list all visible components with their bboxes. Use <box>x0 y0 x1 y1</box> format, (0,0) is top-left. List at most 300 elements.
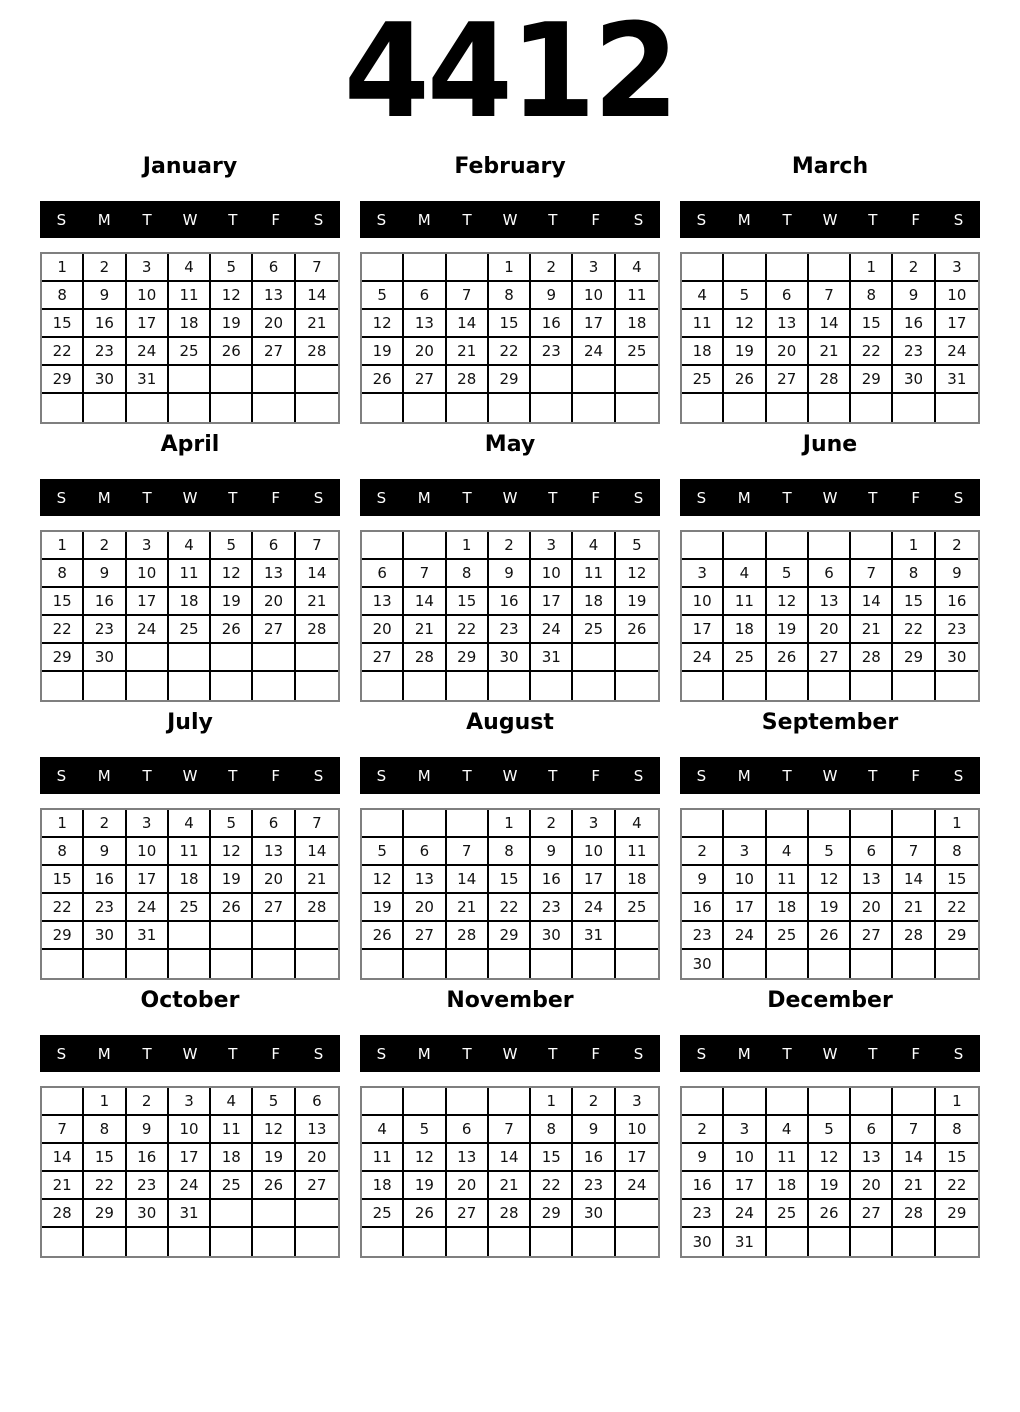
weekday-label: M <box>417 488 431 507</box>
day-cell: 5 <box>362 282 404 310</box>
day-cell-empty <box>42 672 84 700</box>
day-cell: 26 <box>809 1200 851 1228</box>
day-cell: 20 <box>851 1172 893 1200</box>
day-cell: 25 <box>169 894 211 922</box>
day-cell: 23 <box>682 922 724 950</box>
day-cell: 22 <box>489 894 531 922</box>
day-cell: 29 <box>936 922 978 950</box>
day-cell-empty <box>447 1228 489 1256</box>
day-cell: 3 <box>573 810 615 838</box>
day-cell: 28 <box>42 1200 84 1228</box>
day-cell: 9 <box>682 866 724 894</box>
day-cell: 11 <box>767 1144 809 1172</box>
weekday-label: S <box>56 766 67 785</box>
day-cell: 10 <box>573 282 615 310</box>
day-cell: 19 <box>362 894 404 922</box>
weekday-label: M <box>97 1044 111 1063</box>
month-block <box>680 709 980 980</box>
weekday-label: T <box>548 210 558 229</box>
month-name: September <box>761 710 899 735</box>
day-cell: 15 <box>447 588 489 616</box>
day-cell: 25 <box>573 616 615 644</box>
day-cell-empty <box>253 950 295 978</box>
day-cell: 19 <box>211 866 253 894</box>
day-cell-empty <box>169 366 211 394</box>
day-cell: 27 <box>253 894 295 922</box>
day-cell: 26 <box>253 1172 295 1200</box>
day-cell: 12 <box>362 866 404 894</box>
day-cell-empty <box>84 394 126 422</box>
day-cell: 17 <box>936 310 978 338</box>
day-cell: 10 <box>724 1144 766 1172</box>
day-cell: 9 <box>127 1116 169 1144</box>
day-cell: 27 <box>404 922 446 950</box>
day-cell: 15 <box>42 310 84 338</box>
day-cell: 27 <box>362 644 404 672</box>
day-cell: 24 <box>724 922 766 950</box>
month-name: July <box>167 710 213 735</box>
day-cell: 15 <box>42 866 84 894</box>
day-cell-empty <box>296 394 338 422</box>
day-cell: 4 <box>211 1088 253 1116</box>
day-cell: 11 <box>616 282 658 310</box>
day-cell: 20 <box>253 310 295 338</box>
day-cell: 15 <box>893 588 935 616</box>
day-cell: 23 <box>84 616 126 644</box>
day-cell: 23 <box>531 338 573 366</box>
weekday-label: S <box>56 1044 67 1063</box>
day-cell-empty <box>489 1088 531 1116</box>
day-cell-empty <box>211 1228 253 1256</box>
day-cell: 25 <box>767 922 809 950</box>
weekday-label: M <box>97 210 111 229</box>
day-cell: 23 <box>893 338 935 366</box>
months-grid <box>0 153 1020 1258</box>
day-cell: 8 <box>936 838 978 866</box>
day-cell: 28 <box>296 894 338 922</box>
weekday-label: W <box>182 766 198 785</box>
day-cell: 31 <box>127 366 169 394</box>
day-cell: 24 <box>936 338 978 366</box>
day-cell-empty <box>809 394 851 422</box>
day-cell: 25 <box>767 1200 809 1228</box>
day-cell: 17 <box>127 310 169 338</box>
month-name: January <box>142 154 238 179</box>
day-cell: 7 <box>42 1116 84 1144</box>
day-cell: 29 <box>42 644 84 672</box>
weekday-label: T <box>782 488 792 507</box>
day-cell: 30 <box>489 644 531 672</box>
day-cell: 3 <box>127 532 169 560</box>
weekday-label: S <box>633 210 644 229</box>
day-cell: 1 <box>489 254 531 282</box>
day-cell-empty <box>169 394 211 422</box>
day-cell-empty <box>531 366 573 394</box>
day-cell: 19 <box>404 1172 446 1200</box>
day-cell: 20 <box>253 866 295 894</box>
day-cell: 13 <box>253 282 295 310</box>
day-cell: 21 <box>404 616 446 644</box>
month-block <box>360 153 660 424</box>
weekday-header-bar <box>40 1035 340 1072</box>
day-cell: 8 <box>42 838 84 866</box>
day-cell: 21 <box>893 894 935 922</box>
day-cell-empty <box>296 1200 338 1228</box>
day-cell: 22 <box>531 1172 573 1200</box>
day-cell: 10 <box>573 838 615 866</box>
day-cell-empty <box>809 254 851 282</box>
day-cell-empty <box>362 254 404 282</box>
day-cell-empty <box>362 1088 404 1116</box>
day-cell: 7 <box>851 560 893 588</box>
day-cell: 12 <box>616 560 658 588</box>
day-cell-empty <box>851 672 893 700</box>
weekday-header-bar <box>360 1035 660 1072</box>
day-cell: 12 <box>253 1116 295 1144</box>
weekday-header-bar <box>680 201 980 238</box>
day-cell: 20 <box>404 338 446 366</box>
day-cell: 16 <box>936 588 978 616</box>
day-cell: 11 <box>211 1116 253 1144</box>
day-cell-empty <box>253 672 295 700</box>
day-cell: 25 <box>169 616 211 644</box>
day-cell: 22 <box>42 338 84 366</box>
day-cell: 23 <box>682 1200 724 1228</box>
day-cell: 30 <box>531 922 573 950</box>
day-cell: 3 <box>616 1088 658 1116</box>
day-cell: 14 <box>447 310 489 338</box>
day-cell: 20 <box>447 1172 489 1200</box>
day-cell: 28 <box>489 1200 531 1228</box>
day-cell: 19 <box>253 1144 295 1172</box>
weekday-label: S <box>696 488 707 507</box>
day-cell: 11 <box>169 838 211 866</box>
day-cell: 3 <box>724 838 766 866</box>
day-cell: 29 <box>531 1200 573 1228</box>
day-cell: 9 <box>84 838 126 866</box>
day-cell: 7 <box>447 838 489 866</box>
weekday-label: T <box>142 1044 152 1063</box>
day-cell: 25 <box>682 366 724 394</box>
day-cell: 14 <box>851 588 893 616</box>
day-grid <box>40 808 340 980</box>
day-cell: 13 <box>253 838 295 866</box>
day-cell-empty <box>767 254 809 282</box>
day-cell-empty <box>253 1200 295 1228</box>
day-cell: 17 <box>682 616 724 644</box>
day-cell-empty <box>809 1228 851 1256</box>
day-cell: 28 <box>851 644 893 672</box>
day-cell: 27 <box>809 644 851 672</box>
day-cell: 6 <box>253 810 295 838</box>
day-cell-empty <box>447 672 489 700</box>
weekday-header-bar <box>360 757 660 794</box>
day-cell-empty <box>616 644 658 672</box>
day-cell: 29 <box>42 922 84 950</box>
day-cell-empty <box>682 394 724 422</box>
day-cell: 30 <box>936 644 978 672</box>
day-cell: 29 <box>893 644 935 672</box>
weekday-label: T <box>868 488 878 507</box>
day-cell-empty <box>362 810 404 838</box>
weekday-label: W <box>502 1044 518 1063</box>
day-cell: 4 <box>573 532 615 560</box>
day-cell-empty <box>767 810 809 838</box>
day-cell-empty <box>211 366 253 394</box>
day-cell: 23 <box>573 1172 615 1200</box>
day-cell: 5 <box>724 282 766 310</box>
day-cell: 12 <box>767 588 809 616</box>
day-grid <box>680 1086 980 1258</box>
day-cell: 20 <box>851 894 893 922</box>
day-cell: 28 <box>893 1200 935 1228</box>
day-cell: 21 <box>296 866 338 894</box>
day-cell: 27 <box>851 1200 893 1228</box>
day-cell: 25 <box>362 1200 404 1228</box>
day-cell: 18 <box>362 1172 404 1200</box>
day-cell: 11 <box>573 560 615 588</box>
day-cell-empty <box>531 394 573 422</box>
day-cell: 6 <box>404 838 446 866</box>
day-cell-empty <box>851 394 893 422</box>
day-cell-empty <box>616 1200 658 1228</box>
weekday-label: T <box>142 488 152 507</box>
day-cell: 17 <box>169 1144 211 1172</box>
day-cell: 28 <box>296 338 338 366</box>
day-cell: 7 <box>489 1116 531 1144</box>
day-cell: 9 <box>84 282 126 310</box>
day-cell: 14 <box>42 1144 84 1172</box>
day-cell: 7 <box>296 532 338 560</box>
day-cell: 4 <box>616 254 658 282</box>
weekday-label: F <box>591 1044 601 1063</box>
day-cell: 24 <box>127 338 169 366</box>
day-cell: 18 <box>767 894 809 922</box>
day-cell-empty <box>893 810 935 838</box>
month-block <box>360 709 660 980</box>
day-grid <box>40 1086 340 1258</box>
day-cell: 17 <box>616 1144 658 1172</box>
day-cell: 27 <box>851 922 893 950</box>
day-cell: 4 <box>616 810 658 838</box>
weekday-label: S <box>633 1044 644 1063</box>
day-cell: 5 <box>767 560 809 588</box>
weekday-label: T <box>228 488 238 507</box>
day-cell: 13 <box>362 588 404 616</box>
day-grid <box>360 1086 660 1258</box>
day-cell: 27 <box>447 1200 489 1228</box>
day-grid <box>680 530 980 702</box>
day-cell-empty <box>724 394 766 422</box>
day-cell: 3 <box>531 532 573 560</box>
day-cell: 5 <box>809 1116 851 1144</box>
day-cell: 13 <box>404 866 446 894</box>
weekday-label: S <box>376 1044 387 1063</box>
day-cell-empty <box>169 922 211 950</box>
day-cell: 2 <box>682 1116 724 1144</box>
day-cell: 19 <box>809 894 851 922</box>
day-cell: 29 <box>851 366 893 394</box>
day-cell: 16 <box>531 866 573 894</box>
weekday-label: F <box>271 1044 281 1063</box>
weekday-label: F <box>271 210 281 229</box>
day-cell-empty <box>169 1228 211 1256</box>
day-cell: 26 <box>616 616 658 644</box>
weekday-label: T <box>868 210 878 229</box>
day-cell: 14 <box>296 560 338 588</box>
day-cell: 4 <box>724 560 766 588</box>
day-cell: 17 <box>127 588 169 616</box>
day-cell: 11 <box>169 560 211 588</box>
day-cell-empty <box>489 1228 531 1256</box>
day-cell: 17 <box>531 588 573 616</box>
weekday-label: S <box>376 488 387 507</box>
day-cell: 25 <box>616 338 658 366</box>
day-cell: 15 <box>851 310 893 338</box>
day-cell: 24 <box>127 894 169 922</box>
day-cell: 8 <box>447 560 489 588</box>
day-cell: 12 <box>211 838 253 866</box>
weekday-label: M <box>417 1044 431 1063</box>
day-cell: 20 <box>767 338 809 366</box>
day-cell: 28 <box>447 922 489 950</box>
day-cell: 13 <box>404 310 446 338</box>
day-cell: 28 <box>447 366 489 394</box>
day-cell-empty <box>616 922 658 950</box>
day-cell: 10 <box>936 282 978 310</box>
day-cell-empty <box>809 810 851 838</box>
day-cell: 10 <box>724 866 766 894</box>
day-cell: 23 <box>84 338 126 366</box>
weekday-label: T <box>462 210 472 229</box>
day-cell: 7 <box>404 560 446 588</box>
day-cell-empty <box>84 950 126 978</box>
day-cell: 10 <box>682 588 724 616</box>
day-cell: 24 <box>724 1200 766 1228</box>
day-cell: 9 <box>489 560 531 588</box>
weekday-label: W <box>502 766 518 785</box>
weekday-label: T <box>142 766 152 785</box>
day-cell-empty <box>573 644 615 672</box>
weekday-label: S <box>953 766 964 785</box>
day-cell: 1 <box>936 1088 978 1116</box>
day-cell-empty <box>682 532 724 560</box>
day-cell-empty <box>724 672 766 700</box>
day-cell: 23 <box>84 894 126 922</box>
day-cell-empty <box>489 394 531 422</box>
day-cell: 11 <box>616 838 658 866</box>
day-cell: 15 <box>489 310 531 338</box>
weekday-header-bar <box>680 757 980 794</box>
weekday-label: S <box>953 488 964 507</box>
day-cell: 29 <box>447 644 489 672</box>
day-cell: 30 <box>84 922 126 950</box>
day-cell: 25 <box>724 644 766 672</box>
day-cell: 16 <box>127 1144 169 1172</box>
day-cell-empty <box>211 950 253 978</box>
day-cell: 9 <box>531 282 573 310</box>
day-cell-empty <box>893 394 935 422</box>
day-cell: 5 <box>211 532 253 560</box>
day-cell: 6 <box>253 254 295 282</box>
day-cell: 10 <box>127 282 169 310</box>
day-cell: 22 <box>851 338 893 366</box>
day-cell: 2 <box>127 1088 169 1116</box>
weekday-label: T <box>868 766 878 785</box>
day-cell-empty <box>84 672 126 700</box>
day-cell: 24 <box>573 338 615 366</box>
day-cell-empty <box>936 394 978 422</box>
day-grid <box>680 808 980 980</box>
day-cell: 13 <box>767 310 809 338</box>
weekday-label: T <box>462 488 472 507</box>
day-cell: 11 <box>682 310 724 338</box>
day-cell: 7 <box>296 254 338 282</box>
day-grid <box>40 252 340 424</box>
day-cell: 19 <box>616 588 658 616</box>
day-cell-empty <box>767 1228 809 1256</box>
weekday-label: S <box>376 766 387 785</box>
day-cell: 18 <box>682 338 724 366</box>
month-name: April <box>160 432 220 457</box>
day-cell: 30 <box>573 1200 615 1228</box>
day-cell-empty <box>767 394 809 422</box>
day-cell: 18 <box>169 588 211 616</box>
day-cell: 1 <box>42 810 84 838</box>
month-block <box>40 153 340 424</box>
month-name: November <box>446 988 574 1013</box>
day-cell-empty <box>724 532 766 560</box>
weekday-label: F <box>911 1044 921 1063</box>
day-cell-empty <box>296 644 338 672</box>
weekday-label: F <box>271 488 281 507</box>
day-cell-empty <box>404 810 446 838</box>
weekday-label: F <box>591 766 601 785</box>
day-cell: 24 <box>531 616 573 644</box>
day-cell: 21 <box>447 894 489 922</box>
day-cell: 14 <box>809 310 851 338</box>
day-cell: 24 <box>573 894 615 922</box>
day-cell-empty <box>893 950 935 978</box>
day-cell: 5 <box>211 254 253 282</box>
day-cell: 10 <box>531 560 573 588</box>
day-cell: 19 <box>767 616 809 644</box>
day-cell: 25 <box>616 894 658 922</box>
day-cell: 13 <box>447 1144 489 1172</box>
day-cell: 1 <box>851 254 893 282</box>
day-cell: 1 <box>893 532 935 560</box>
day-cell-empty <box>127 672 169 700</box>
day-cell-empty <box>489 672 531 700</box>
weekday-header-bar <box>40 201 340 238</box>
weekday-header-bar <box>360 201 660 238</box>
day-cell: 27 <box>253 338 295 366</box>
day-cell: 30 <box>682 1228 724 1256</box>
day-cell: 13 <box>296 1116 338 1144</box>
day-cell: 17 <box>724 1172 766 1200</box>
day-cell-empty <box>447 810 489 838</box>
day-cell: 10 <box>616 1116 658 1144</box>
day-cell: 7 <box>893 838 935 866</box>
day-cell: 3 <box>127 254 169 282</box>
day-cell-empty <box>809 532 851 560</box>
day-cell: 6 <box>447 1116 489 1144</box>
day-cell: 8 <box>42 282 84 310</box>
day-cell-empty <box>362 950 404 978</box>
day-cell: 10 <box>169 1116 211 1144</box>
day-cell: 30 <box>127 1200 169 1228</box>
weekday-label: W <box>182 1044 198 1063</box>
